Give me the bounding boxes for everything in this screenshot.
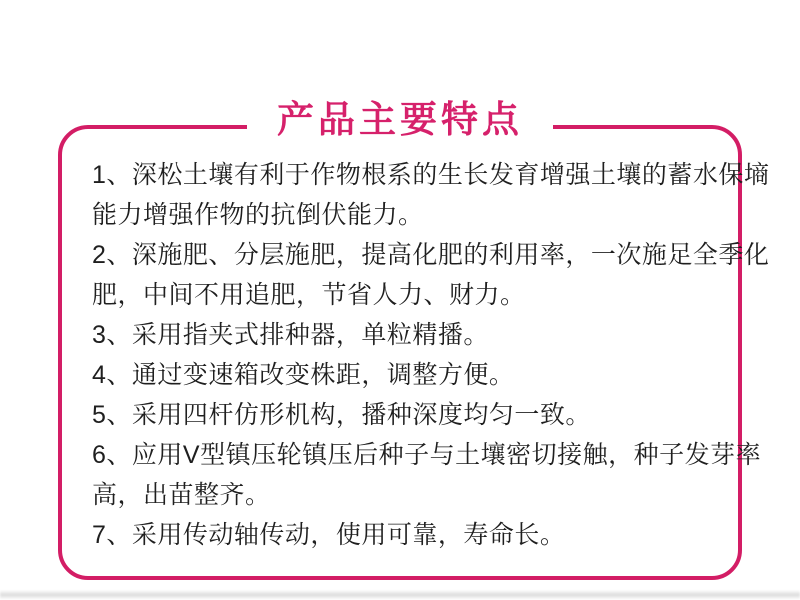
feature-line: 高，出苗整齐。 — [92, 481, 271, 509]
feature-item — [92, 235, 770, 315]
feature-line: 1、深松土壤有利于作物根系的生长发育增强土壤的蓄水保墒 — [92, 161, 770, 189]
feature-line: 肥，中间不用追肥，节省人力、财力。 — [92, 281, 526, 309]
bottom-shadow — [0, 590, 800, 599]
feature-list — [62, 129, 770, 555]
feature-item — [92, 515, 730, 555]
section-title: 产品主要特点 — [247, 98, 553, 144]
feature-line: 3、采用指夹式排种器，单粒精播。 — [92, 321, 489, 349]
feature-line: 2、深施肥、分层施肥，提高化肥的利用率，一次施足全季化 — [92, 241, 770, 269]
feature-line: 5、采用四杆仿形机构，播种深度均匀一致。 — [92, 401, 591, 429]
feature-item — [92, 395, 730, 435]
feature-item — [92, 315, 730, 355]
feature-line: 4、通过变速箱改变株距，调整方便。 — [92, 361, 515, 389]
feature-item — [92, 355, 730, 395]
feature-line: 6、应用V型镇压轮镇压后种子与土壤密切接触，种子发芽率 — [92, 441, 762, 469]
feature-line: 7、采用传动轴传动，使用可靠，寿命长。 — [92, 521, 566, 549]
feature-card — [58, 125, 770, 580]
feature-item — [92, 155, 770, 235]
feature-item — [92, 435, 762, 515]
feature-line: 能力增强作物的抗倒伏能力。 — [92, 201, 424, 229]
